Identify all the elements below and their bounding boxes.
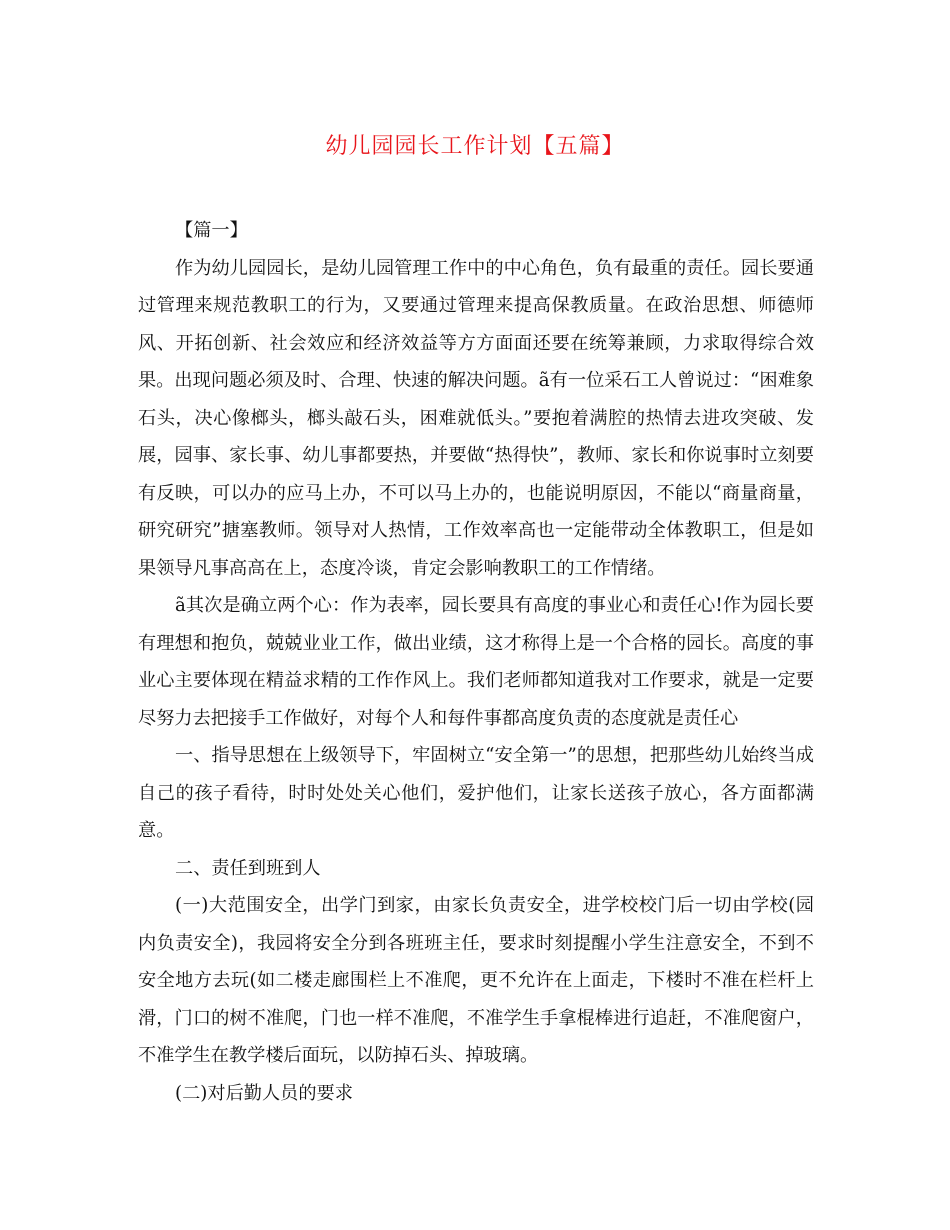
- document-body: [138, 212, 814, 1112]
- paragraph: (二)对后勤人员的要求: [175, 1082, 353, 1104]
- document-title: 幼儿园园长工作计划【五篇】: [325, 134, 625, 159]
- paragraph: 二、责任到班到人: [175, 857, 321, 879]
- paragraph: ã其次是确立两个心：作为表率，园长要具有高度的事业心和责任心!作为园长要有理想和抱负，兢兢业业工作，做出业绩，这才称得上是一个合格的园长。高度的事业心主要体现在精益求精的工作作风上。我们老师都知道我对工作要求，就是一定要尽努力去把接手工作做好，对每个人和每件事都高度负责的态度就是责任心: [138, 595, 814, 729]
- paragraph: (一)大范围安全，出学门到家，由家长负责安全，进学校校门后一切由学校(园内负责安全)，我园将安全分到各班班主任，要求时刻提醒小学生注意安全，不到不安全地方去玩(如二楼走廊围栏上不准爬，更不允许在上面走，下楼时不准在栏杆上滑，门口的树不准爬，门也一样不准爬，不准学生手拿棍棒进行追赶，不准爬窗户，不准学生在教学楼后面玩，以防掉石头、掉玻璃。: [138, 895, 814, 1066]
- paragraph: 一、指导思想在上级领导下，牢固树立“安全第一”的思想，把那些幼儿始终当成自己的孩子看待，时时处处关心他们，爱护他们，让家长送孩子放心，各方面都满意。: [138, 745, 814, 841]
- paragraph: 作为幼儿园园长，是幼儿园管理工作中的中心角色，负有最重的责任。园长要通过管理来规范教职工的行为，又要通过管理来提高保教质量。在政治思想、师德师风、开拓创新、社会效应和经济效益等方方面面还要在统筹兼顾，力求取得综合效果。出现问题必须及时、合理、快速的解决问题。ã有一位采石工人曾说过：“困难象石头，决心像榔头，榔头敲石头，困难就低头。”要抱着满腔的热情去进攻突破、发展，园事、家长事、幼儿事都要热，并要做“热得快”，教师、家长和你说事时立刻要有反映，可以办的应马上办，不可以马上办的，也能说明原因，不能以“商量商量，研究研究”搪塞教师。领导对人热情，工作效率高也一定能带动全体教职工，但是如果领导凡事高高在上，态度冷谈，肯定会影响教职工的工作情绪。: [138, 257, 814, 579]
- section-label: 【篇一】: [175, 220, 248, 241]
